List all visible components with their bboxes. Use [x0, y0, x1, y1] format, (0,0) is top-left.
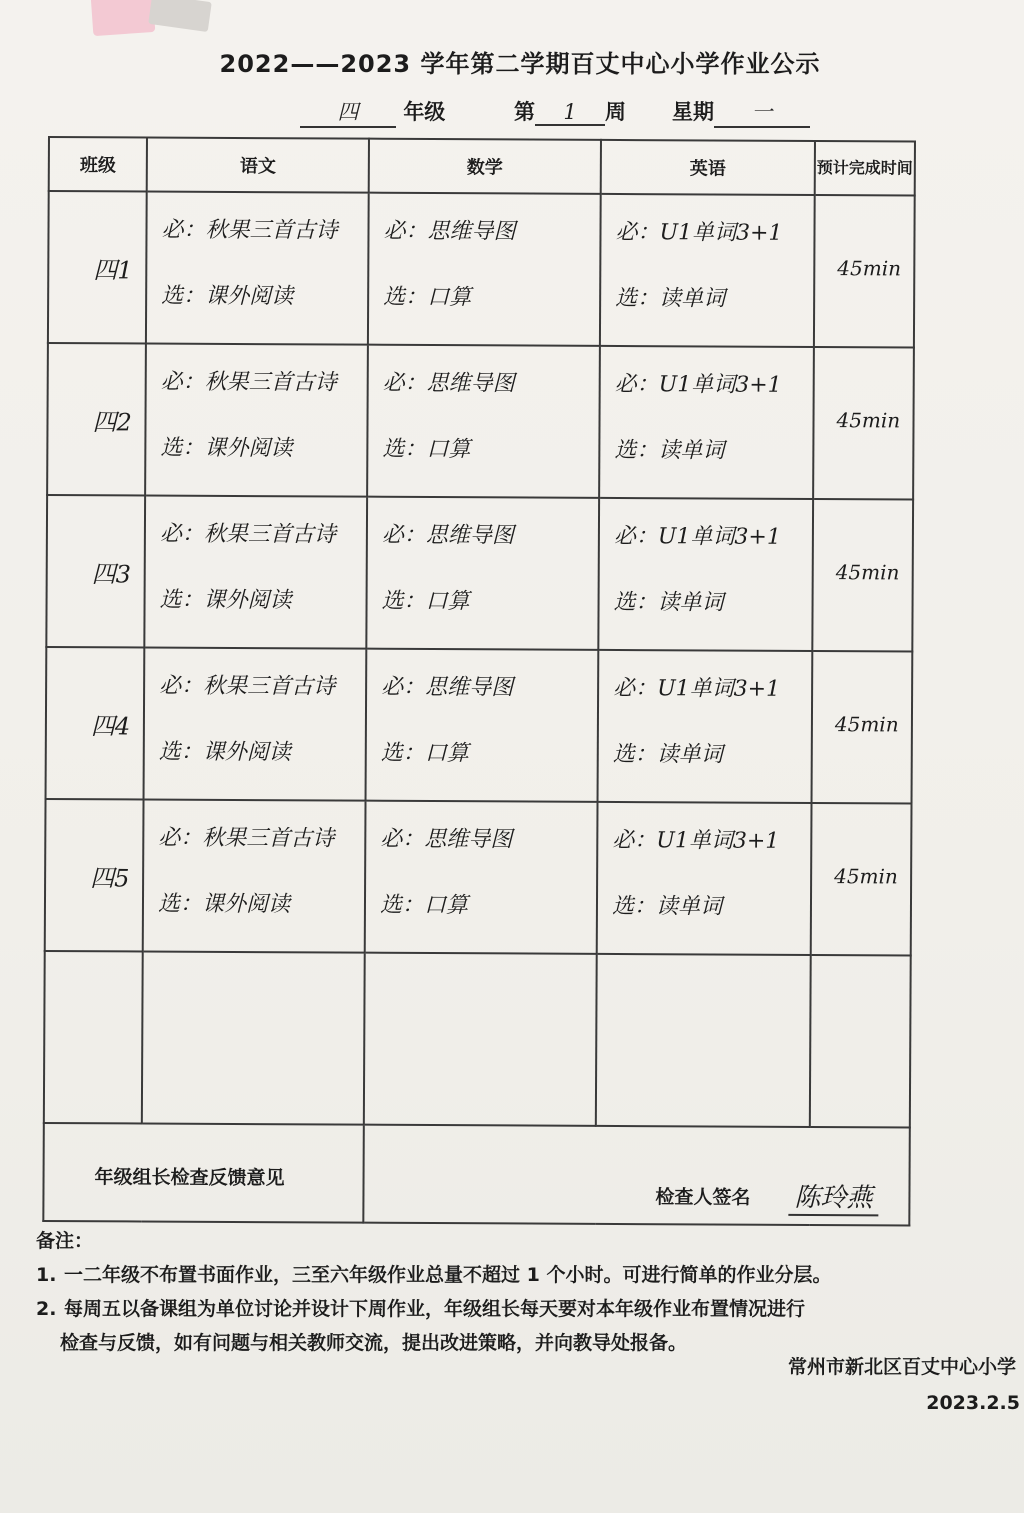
- english-optional: 选：读单词: [611, 893, 723, 920]
- table-header-row: [49, 137, 915, 196]
- empty-row: [44, 951, 911, 1128]
- estimated-time: 45min: [836, 408, 901, 433]
- notes-section: [36, 1224, 1024, 1360]
- english-required: 必：U1单词3+1: [612, 827, 780, 854]
- class-name: 四5: [90, 864, 130, 893]
- table-row: [47, 343, 914, 500]
- chinese-optional: 选：课外阅读: [161, 283, 294, 310]
- feedback-row: [43, 1123, 910, 1226]
- col-header-class: 班级: [49, 137, 147, 192]
- feedback-label: 年级组长检查反馈意见: [94, 1166, 285, 1190]
- table-row: [45, 799, 912, 956]
- day-value: 一: [714, 96, 810, 128]
- table-row: [48, 191, 915, 348]
- math-optional: 选：口算: [380, 740, 469, 767]
- grade-value: 四: [300, 96, 396, 128]
- school-name: 常州市新北区百丈中心小学: [787, 1356, 1016, 1378]
- col-header-time: 预计完成时间: [815, 141, 915, 196]
- week-value: 1: [535, 100, 605, 126]
- grade-line: [300, 96, 445, 128]
- chinese-optional: 选：课外阅读: [157, 891, 291, 918]
- chinese-optional: 选：课外阅读: [159, 587, 292, 614]
- document-date: 2023.2.5: [926, 1392, 1020, 1414]
- english-required: 必：U1单词3+1: [614, 371, 782, 398]
- chinese-optional: 选：课外阅读: [158, 739, 291, 766]
- chinese-required: 必：秋果三首古诗: [158, 825, 335, 852]
- class-name: 四2: [92, 408, 132, 437]
- estimated-time: 45min: [834, 712, 899, 737]
- class-name: 四3: [91, 560, 132, 589]
- document-title: 2022——2023 学年第二学期百丈中心小学作业公示: [219, 50, 821, 78]
- math-required: 必：思维导图: [382, 370, 515, 397]
- col-header-chinese: 语文: [147, 138, 369, 193]
- math-optional: 选：口算: [382, 436, 471, 463]
- col-header-english: 英语: [601, 140, 815, 195]
- week-line: [514, 96, 626, 126]
- week-label: 周: [605, 100, 626, 124]
- english-required: 必：U1单词3+1: [613, 523, 781, 550]
- class-name: 四1: [93, 256, 133, 285]
- note-text: 每周五以备课组为单位讨论并设计下周作业，年级组长每天要对本年级作业布置情况进行: [64, 1298, 806, 1320]
- week-prefix: 第: [514, 100, 535, 124]
- class-name: 四4: [90, 712, 131, 741]
- estimated-time: 45min: [835, 560, 900, 585]
- math-optional: 选：口算: [383, 284, 472, 311]
- binder-clip: [148, 0, 212, 32]
- pink-paper-clip: [91, 0, 156, 36]
- signer-label: 检查人签名: [655, 1186, 751, 1209]
- note-number: 1.: [36, 1264, 57, 1286]
- table-row: [46, 495, 913, 652]
- english-required: 必：U1单词3+1: [613, 675, 781, 702]
- english-required: 必：U1单词3+1: [615, 219, 783, 246]
- estimated-time: 45min: [834, 864, 898, 889]
- note-item: [36, 1258, 1024, 1292]
- chinese-required: 必：秋果三首古诗: [159, 673, 336, 700]
- day-label: 星期: [672, 100, 714, 124]
- notes-heading: 备注：: [36, 1230, 94, 1252]
- math-required: 必：思维导图: [383, 218, 516, 245]
- handwritten-signature: 陈玲燕: [788, 1177, 878, 1216]
- english-optional: 选：读单词: [613, 589, 724, 616]
- english-optional: 选：读单词: [612, 741, 723, 768]
- note-continuation: 检查与反馈，如有问题与相关教师交流，提出改进策略，并向教导处报备。: [60, 1332, 688, 1354]
- chinese-required: 必：秋果三首古诗: [159, 521, 336, 548]
- estimated-time: 45min: [837, 256, 902, 281]
- chinese-optional: 选：课外阅读: [160, 435, 293, 462]
- grade-label: 年级: [403, 100, 446, 124]
- english-optional: 选：读单词: [615, 285, 726, 312]
- math-optional: 选：口算: [381, 588, 470, 615]
- math-required: 必：思维导图: [381, 522, 514, 549]
- day-line: [672, 96, 810, 128]
- math-optional: 选：口算: [379, 892, 469, 919]
- chinese-required: 必：秋果三首古诗: [160, 369, 337, 396]
- col-header-math: 数学: [369, 139, 601, 194]
- table-row: [46, 647, 913, 804]
- note-text: 一二年级不布置书面作业，三至六年级作业总量不超过 1 个小时。可进行简单的作业分层。: [64, 1264, 832, 1286]
- homework-table: [42, 136, 916, 1227]
- english-optional: 选：读单词: [614, 437, 725, 464]
- note-item: [36, 1292, 1024, 1326]
- note-number: 2.: [36, 1298, 57, 1320]
- math-required: 必：思维导图: [381, 674, 514, 701]
- chinese-required: 必：秋果三首古诗: [161, 217, 338, 244]
- math-required: 必：思维导图: [380, 826, 513, 853]
